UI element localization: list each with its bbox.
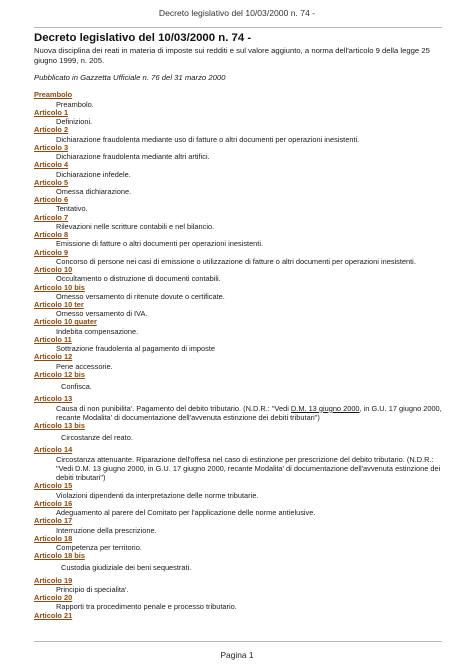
footer-divider	[34, 641, 442, 642]
toc-desc: Omesso versamento di IVA.	[56, 309, 148, 319]
toc-entry-articolo-7	[34, 214, 442, 231]
toc-desc-text: , in G.U. 17 giugno 2000, recante Modalita' di documentazione dell'avvenuta estinzione dei debiti tributari")	[56, 403, 442, 422]
toc-entry-articolo-4	[34, 161, 442, 178]
toc-entry-articolo-16	[34, 500, 442, 517]
page-number: Pagina 1	[220, 650, 254, 660]
running-header: Decreto legislativo del 10/03/2000 n. 74 -	[158, 8, 316, 18]
document-page	[34, 27, 442, 620]
link-articolo-10-quater[interactable]: Articolo 10 quater	[34, 317, 97, 327]
toc-entry-articolo-14	[34, 446, 442, 482]
table-of-contents	[34, 91, 442, 620]
toc-entry-articolo-20	[34, 594, 442, 611]
publication-note: Pubblicato in Gazzetta Ufficiale n. 76 del 31 marzo 2000	[34, 73, 226, 83]
link-articolo-14[interactable]: Articolo 14	[34, 445, 73, 455]
toc-entry-articolo-21	[34, 612, 442, 620]
toc-desc: Principio di specialita'.	[56, 584, 129, 594]
toc-desc: Tentativo.	[56, 204, 88, 214]
toc-entry-articolo-2	[34, 126, 442, 143]
toc-desc: Rapporti tra procedimento penale e processo tributario.	[56, 602, 237, 612]
toc-entry-articolo-5	[34, 179, 442, 196]
toc-entry-articolo-13-bis	[34, 422, 442, 446]
document-subtitle: Nuova disciplina dei reati in materia di imposte sui redditi e sul valore aggiunto, a norma dell'articolo 9 della legge 25 giugno 1999, n. 205.	[34, 46, 430, 65]
link-articolo-7[interactable]: Articolo 7	[34, 212, 69, 222]
toc-entry-articolo-10-bis	[34, 284, 442, 301]
link-articolo-16[interactable]: Articolo 16	[34, 498, 73, 508]
toc-entry-articolo-18-bis	[34, 552, 442, 576]
toc-desc: Omesso versamento di ritenute dovute o certificate.	[56, 291, 225, 301]
link-articolo-5[interactable]: Articolo 5	[34, 177, 69, 187]
link-articolo-18[interactable]: Articolo 18	[34, 533, 73, 543]
toc-desc: Confisca.	[61, 382, 92, 392]
toc-entry-articolo-8	[34, 231, 442, 248]
toc-desc: Circostanze del reato.	[61, 433, 133, 443]
link-articolo-8[interactable]: Articolo 8	[34, 230, 69, 240]
toc-desc: Custodia giudiziale dei beni sequestrati.	[61, 563, 192, 573]
link-articolo-19[interactable]: Articolo 19	[34, 575, 73, 585]
toc-entry-articolo-17	[34, 517, 442, 534]
link-articolo-6[interactable]: Articolo 6	[34, 195, 69, 205]
toc-entry-articolo-6	[34, 196, 442, 213]
toc-entry-articolo-9	[34, 249, 442, 266]
toc-desc: Pene accessorie.	[56, 361, 113, 371]
link-articolo-21[interactable]: Articolo 21	[34, 610, 73, 620]
link-preambolo[interactable]: Preambolo	[34, 90, 73, 100]
toc-desc	[34, 404, 442, 422]
toc-desc: Dichiarazione fraudolenta mediante altri artifici.	[56, 152, 210, 162]
link-articolo-18-bis[interactable]: Articolo 18 bis	[34, 551, 85, 561]
toc-entry-articolo-12	[34, 353, 442, 370]
link-articolo-12[interactable]: Articolo 12	[34, 352, 73, 362]
toc-desc: Interruzione della prescrizione.	[56, 525, 157, 535]
toc-entry-articolo-15	[34, 482, 442, 499]
toc-entry-preambolo	[34, 91, 442, 108]
toc-entry-articolo-10-ter	[34, 301, 442, 318]
link-articolo-13[interactable]: Articolo 13	[34, 394, 73, 404]
document-title: Decreto legislativo del 10/03/2000 n. 74 -	[34, 32, 252, 44]
toc-desc: Omessa dichiarazione.	[56, 187, 132, 196]
link-articolo-3[interactable]: Articolo 3	[34, 142, 69, 152]
link-articolo-11[interactable]: Articolo 11	[34, 334, 72, 344]
link-articolo-1[interactable]: Articolo 1	[34, 107, 69, 117]
link-articolo-2[interactable]: Articolo 2	[34, 125, 69, 135]
link-articolo-20[interactable]: Articolo 20	[34, 593, 73, 603]
toc-desc: Indebita compensazione.	[56, 326, 139, 336]
toc-desc: Occultamento o distruzione di documenti contabili.	[56, 274, 221, 284]
toc-desc: Violazioni dipendenti da interpretazione delle norme tributarie.	[56, 490, 259, 500]
toc-entry-articolo-18	[34, 535, 442, 552]
toc-entry-articolo-11	[34, 336, 442, 353]
toc-desc: Preambolo.	[56, 99, 94, 109]
toc-entry-articolo-10	[34, 266, 442, 283]
toc-entry-articolo-13	[34, 395, 442, 422]
toc-desc: Concorso di persone nei casi di emissione o utilizzazione di fatture o altri documenti per operazioni inesistenti.	[56, 256, 416, 266]
link-articolo-10-bis[interactable]: Articolo 10 bis	[34, 282, 85, 292]
toc-desc: Definizioni.	[56, 117, 93, 127]
toc-desc: Competenza per territorio.	[56, 543, 142, 552]
toc-desc: Adeguamento al parere del Comitato per l'applicazione delle norme antielusive.	[56, 508, 316, 518]
toc-desc: Dichiarazione fraudolenta mediante uso di fatture o altri documenti per operazioni inesistenti.	[56, 134, 360, 144]
toc-desc: Circostanza attenuante. Riparazione dell'offesa nel caso di estinzione per prescrizione del debito tributario. (N.D.R.: "Vedi D.M. 13 giugno 2000, in G.U. 17 giugno 2000, recante Modalita' di documentazione dell'avvenuta estinzione dei debiti tributari")	[56, 454, 441, 483]
toc-entry-articolo-10-quater	[34, 318, 442, 335]
toc-desc-text: Causa di non punibilita'. Pagamento del debito tributario. (N.D.R.: "Vedi	[56, 403, 291, 413]
link-articolo-4[interactable]: Articolo 4	[34, 160, 69, 170]
link-articolo-17[interactable]: Articolo 17	[34, 516, 73, 526]
toc-entry-articolo-1	[34, 109, 442, 126]
toc-entry-articolo-12-bis	[34, 371, 442, 395]
toc-desc: Sottrazione fraudolenta al pagamento di imposte	[56, 344, 215, 354]
toc-desc: Dichiarazione infedele.	[56, 169, 131, 179]
toc-desc: Emissione di fatture o altri documenti per operazioni inesistenti.	[56, 239, 264, 249]
link-articolo-13-bis[interactable]: Articolo 13 bis	[34, 421, 85, 430]
link-dm-13-giugno-2000[interactable]: D.M. 13 giugno 2000	[290, 403, 360, 413]
link-articolo-10-ter[interactable]: Articolo 10 ter	[34, 300, 84, 309]
link-articolo-12-bis[interactable]: Articolo 12 bis	[34, 369, 85, 379]
toc-desc: Rilevazioni nelle scritture contabili e nel bilancio.	[56, 221, 215, 231]
toc-entry-articolo-19	[34, 577, 442, 594]
toc-entry-articolo-3	[34, 144, 442, 161]
link-articolo-9[interactable]: Articolo 9	[34, 247, 69, 257]
link-articolo-15[interactable]: Articolo 15	[34, 481, 73, 491]
link-articolo-10[interactable]: Articolo 10	[34, 265, 73, 275]
